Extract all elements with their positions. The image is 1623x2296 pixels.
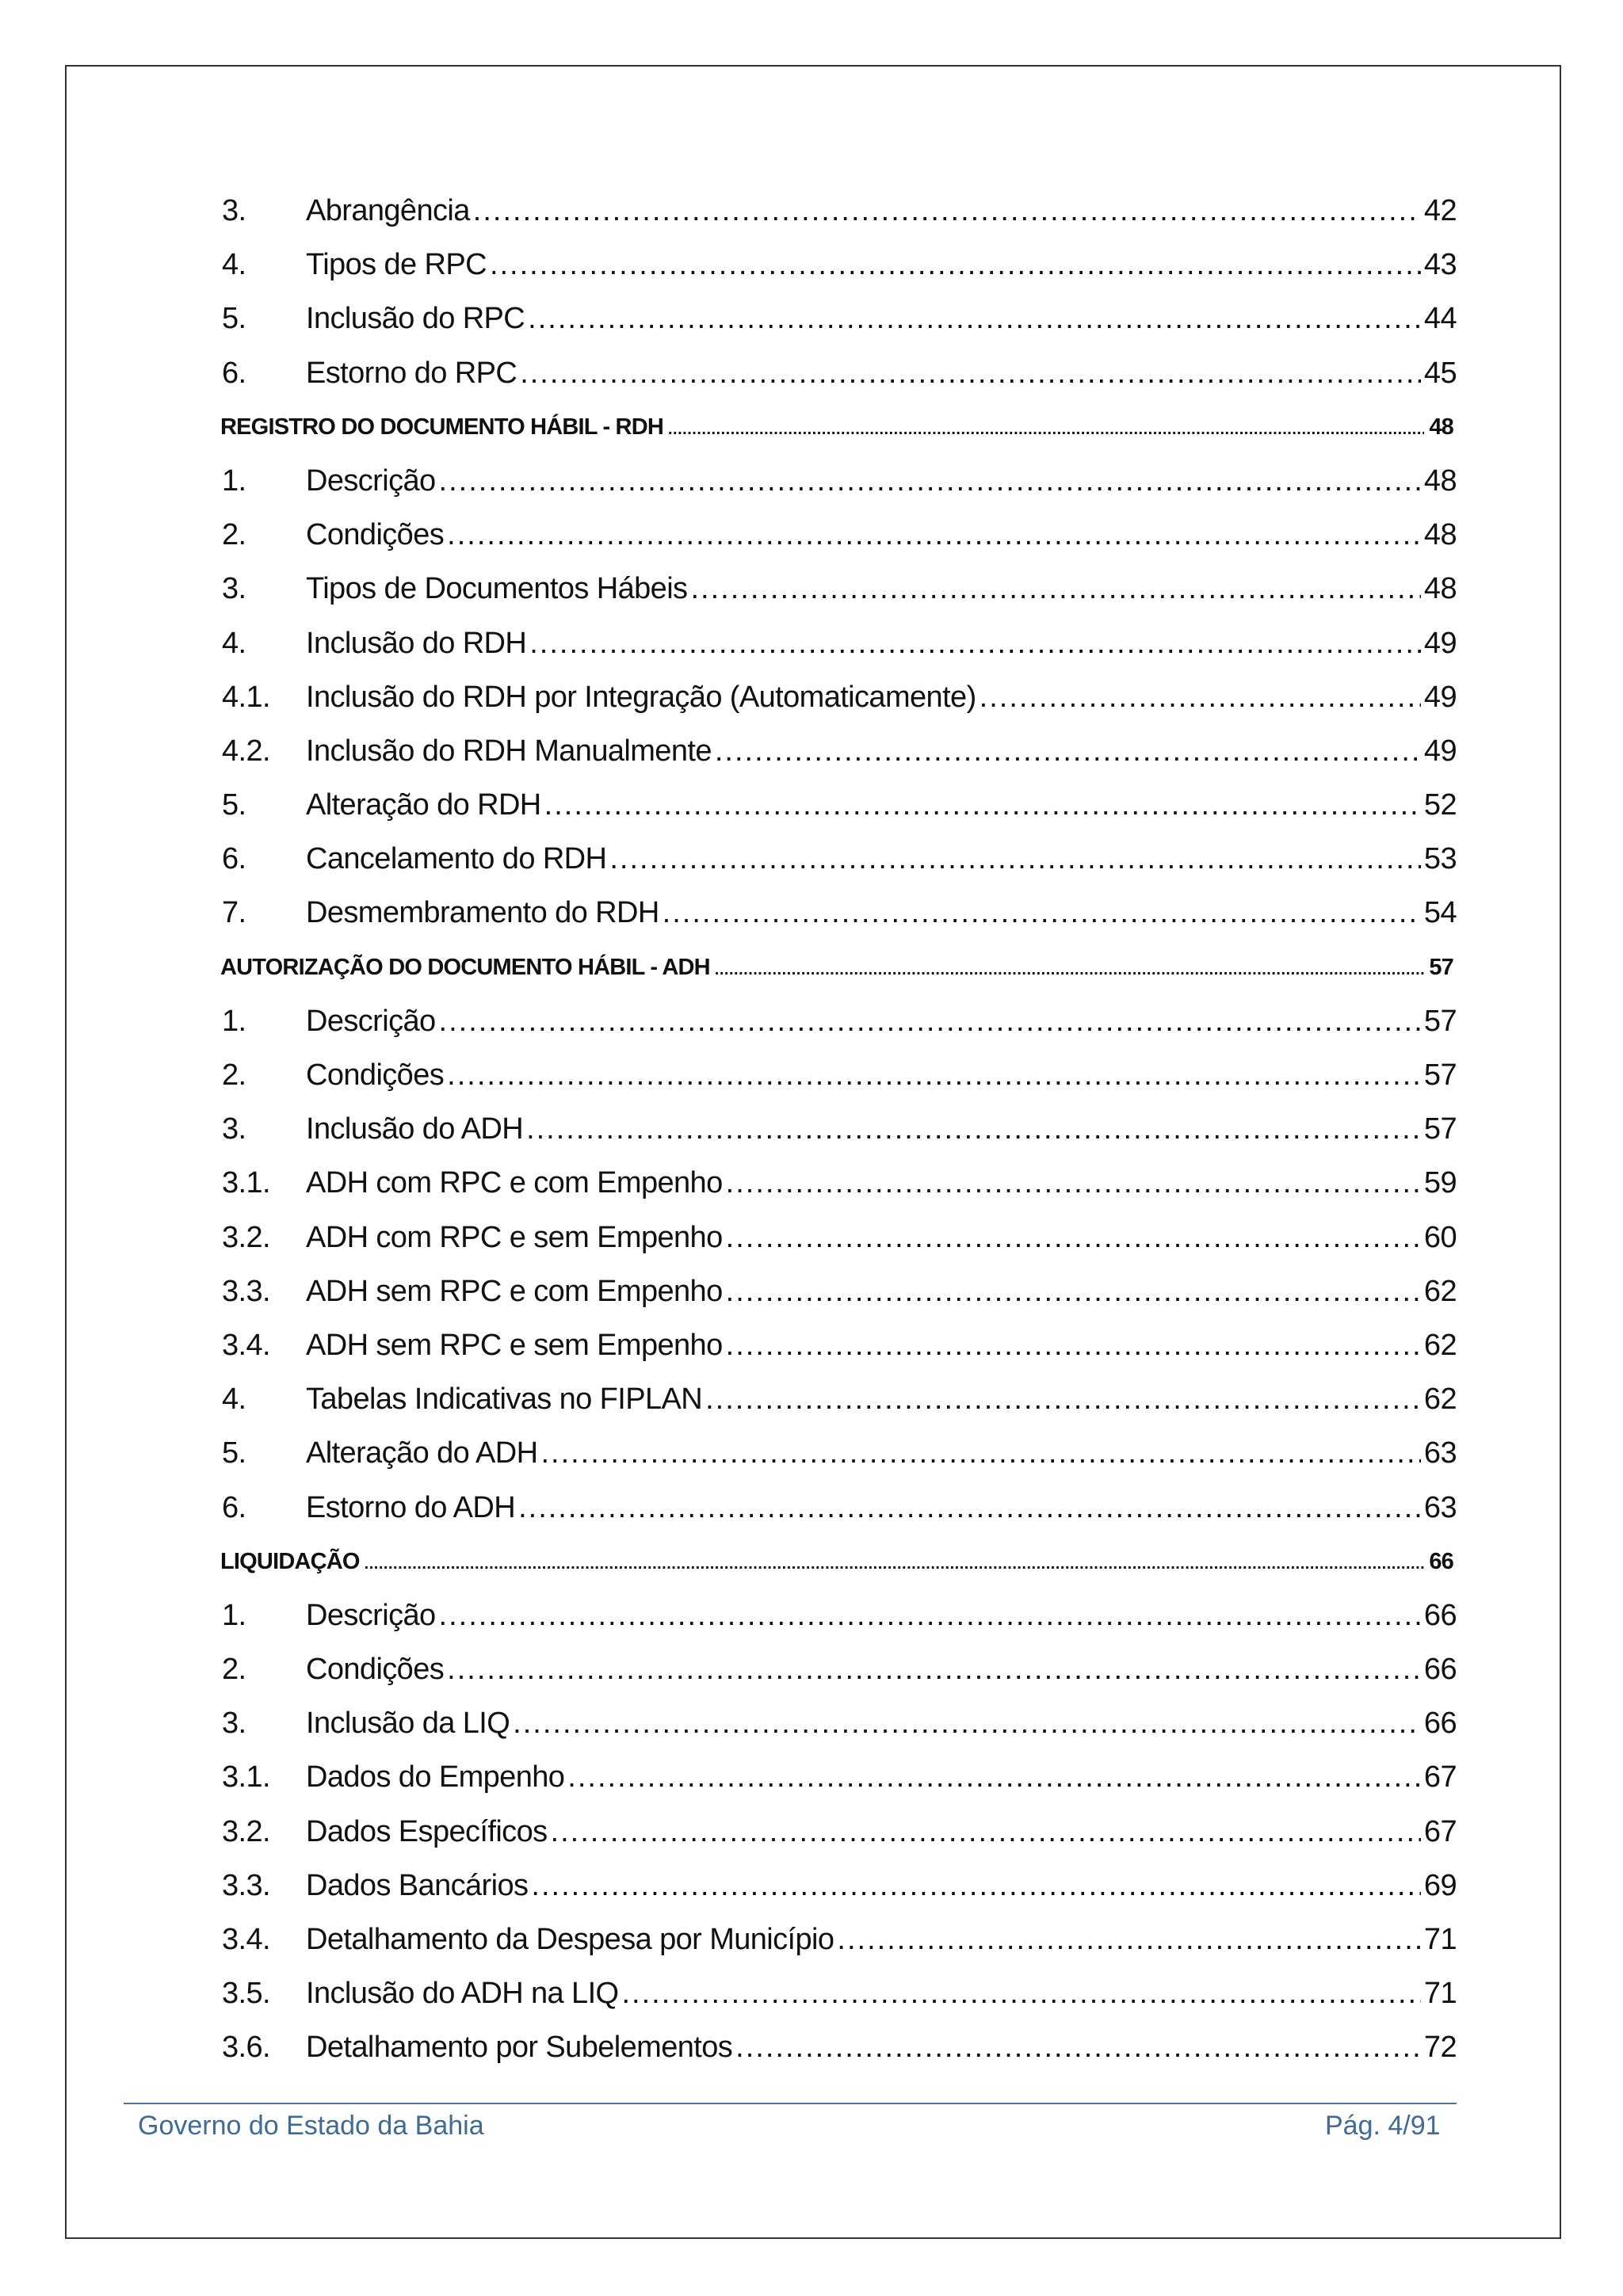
toc-page-number: 48 <box>1423 518 1457 552</box>
toc-dot-leader <box>439 1589 1421 1642</box>
toc-entry-title: Inclusão da LIQ <box>306 1707 510 1741</box>
toc-dot-leader <box>715 943 1425 997</box>
toc-entry-number: 2. <box>222 518 246 552</box>
toc-page-number: 60 <box>1423 1220 1457 1254</box>
toc-page-number: 49 <box>1423 626 1457 660</box>
toc-dot-leader <box>705 1372 1421 1426</box>
toc-page-number: 49 <box>1423 734 1457 768</box>
toc-dot-leader <box>520 346 1421 400</box>
toc-entry-number: 3.2. <box>222 1814 270 1848</box>
toc-entry[interactable] <box>222 2020 1457 2074</box>
toc-entry-number: 6. <box>222 356 246 390</box>
toc-entry-number: 3.3. <box>222 1274 270 1308</box>
toc-dot-leader <box>447 1642 1421 1696</box>
toc-entry-title: Inclusão do ADH <box>306 1112 524 1146</box>
toc-dot-leader <box>726 1211 1421 1264</box>
toc-page-number: 71 <box>1423 1977 1457 2011</box>
toc-dot-leader <box>518 1481 1421 1535</box>
toc-entry[interactable] <box>222 778 1457 832</box>
toc-entry-title: Descrição <box>306 463 436 498</box>
toc-dot-leader <box>490 238 1421 292</box>
toc-entry-title: Inclusão do RDH <box>306 626 527 660</box>
toc-entry-number: 3. <box>222 1707 246 1741</box>
toc-entry[interactable] <box>222 616 1457 670</box>
toc-chapter-heading[interactable] <box>220 400 1457 454</box>
toc-dot-leader <box>621 1966 1420 2020</box>
toc-entry-title: Descrição <box>306 1598 436 1632</box>
toc-entry-title: Tipos de Documentos Hábeis <box>306 572 688 606</box>
toc-entry-title: Alteração do RDH <box>306 788 541 822</box>
toc-dot-leader <box>609 832 1421 886</box>
toc-page-number: 57 <box>1429 954 1453 980</box>
toc-page-number: 62 <box>1423 1328 1457 1362</box>
toc-entry-number: 2. <box>222 1058 246 1092</box>
toc-page-number: 67 <box>1423 1814 1457 1848</box>
toc-entry[interactable] <box>222 1750 1457 1804</box>
toc-page-number: 49 <box>1423 680 1457 714</box>
toc-entry[interactable] <box>222 1264 1457 1318</box>
toc-dot-leader <box>531 1859 1421 1913</box>
toc-entry-title: Dados Bancários <box>306 1868 529 1902</box>
toc-entry-title: Dados do Empenho <box>306 1760 565 1794</box>
toc-entry-title: Condições <box>306 1058 445 1092</box>
toc-page-number: 48 <box>1423 572 1457 606</box>
toc-entry-number: 2. <box>222 1653 246 1687</box>
toc-page-number: 48 <box>1423 463 1457 498</box>
toc-page-number: 59 <box>1423 1166 1457 1200</box>
toc-entry[interactable] <box>222 1318 1457 1372</box>
toc-page-number: 71 <box>1423 1923 1457 1956</box>
toc-dot-leader <box>726 1156 1421 1210</box>
toc-chapter-heading[interactable] <box>220 940 1457 994</box>
toc-dot-leader <box>529 616 1421 670</box>
toc-dot-leader <box>439 994 1421 1048</box>
footer-organization: Governo do Estado da Bahia <box>138 2111 484 2141</box>
toc-page-number: 57 <box>1423 1004 1457 1038</box>
toc-entry[interactable] <box>222 1372 1457 1426</box>
toc-entry-number: 5. <box>222 302 246 336</box>
toc-entry-number: 6. <box>222 1490 246 1524</box>
toc-page-number: 72 <box>1423 2031 1457 2065</box>
toc-entry-number: 4.2. <box>222 734 270 768</box>
toc-entry-number: 3.6. <box>222 2031 270 2065</box>
toc-entry[interactable] <box>222 1966 1457 2020</box>
toc-entry[interactable] <box>222 886 1457 940</box>
toc-entry-title: ADH com RPC e com Empenho <box>306 1166 723 1200</box>
toc-entry[interactable] <box>222 1481 1457 1535</box>
toc-entry-title: Desmembramento do RDH <box>306 896 659 930</box>
toc-page-number: 54 <box>1423 896 1457 930</box>
toc-dot-leader <box>726 1318 1421 1372</box>
toc-entry[interactable] <box>222 832 1457 886</box>
toc-entry-title: Estorno do ADH <box>306 1490 516 1524</box>
toc-page-number: 43 <box>1423 248 1457 282</box>
toc-entry[interactable] <box>222 562 1457 616</box>
toc-entry[interactable] <box>222 670 1457 724</box>
toc-entry[interactable] <box>222 238 1457 292</box>
toc-dot-leader <box>473 184 1421 238</box>
toc-entry[interactable] <box>222 184 1457 238</box>
toc-chapter-title: REGISTRO DO DOCUMENTO HÁBIL - RDH <box>220 414 663 440</box>
toc-entry-title: Descrição <box>306 1004 436 1038</box>
toc-page-number: 63 <box>1423 1490 1457 1524</box>
toc-dot-leader <box>540 1426 1420 1480</box>
toc-entry[interactable] <box>222 454 1457 508</box>
toc-entry-number: 3.3. <box>222 1868 270 1902</box>
toc-page-number: 52 <box>1423 788 1457 822</box>
toc-entry[interactable] <box>222 1859 1457 1913</box>
toc-entry[interactable] <box>222 1642 1457 1696</box>
toc-entry-number: 3.4. <box>222 1328 270 1362</box>
toc-dot-leader <box>551 1805 1421 1859</box>
toc-dot-leader <box>528 292 1421 345</box>
toc-entry[interactable] <box>222 1426 1457 1480</box>
toc-entry-title: ADH com RPC e sem Empenho <box>306 1220 723 1254</box>
toc-page-number: 66 <box>1423 1653 1457 1687</box>
toc-entry-number: 1. <box>222 1598 246 1632</box>
toc-entry[interactable] <box>222 346 1457 400</box>
toc-entry-number: 7. <box>222 896 246 930</box>
toc-entry-number: 3. <box>222 194 246 227</box>
toc-page-number: 66 <box>1429 1548 1453 1574</box>
toc-entry-number: 3.4. <box>222 1923 270 1956</box>
toc-entry-number: 4. <box>222 1383 246 1417</box>
toc-entry[interactable] <box>222 724 1457 778</box>
toc-entry-title: ADH sem RPC e sem Empenho <box>306 1328 723 1362</box>
toc-dot-leader <box>513 1696 1421 1750</box>
toc-entry-title: Dados Específicos <box>306 1814 548 1848</box>
toc-dot-leader <box>526 1102 1421 1156</box>
toc-dot-leader <box>447 1048 1421 1102</box>
toc-entry-title: Cancelamento do RDH <box>306 842 607 876</box>
toc-entry[interactable] <box>222 1589 1457 1642</box>
toc-entry-title: Abrangência <box>306 194 470 227</box>
toc-page-number: 53 <box>1423 842 1457 876</box>
toc-page-number: 62 <box>1423 1383 1457 1417</box>
toc-entry-number: 3.2. <box>222 1220 270 1254</box>
toc-dot-leader <box>544 778 1421 832</box>
toc-entry[interactable] <box>222 508 1457 562</box>
toc-entry-title: Detalhamento da Despesa por Município <box>306 1923 834 1956</box>
toc-chapter-title: LIQUIDAÇÃO <box>220 1548 360 1574</box>
footer-divider <box>124 2103 1457 2104</box>
toc-entry[interactable] <box>222 1211 1457 1264</box>
toc-entry[interactable] <box>222 1156 1457 1210</box>
toc-page-number: 66 <box>1423 1707 1457 1741</box>
toc-entry-number: 5. <box>222 788 246 822</box>
toc-entry[interactable] <box>222 1805 1457 1859</box>
toc-entry-number: 3. <box>222 1112 246 1146</box>
toc-entry-title: Inclusão do RDH Manualmente <box>306 734 712 768</box>
table-of-contents <box>222 184 1457 2075</box>
toc-dot-leader <box>837 1913 1421 1966</box>
toc-entry-number: 1. <box>222 463 246 498</box>
toc-dot-leader <box>447 508 1421 562</box>
toc-page-number: 44 <box>1423 302 1457 336</box>
toc-entry[interactable] <box>222 292 1457 345</box>
toc-chapter-title: AUTORIZAÇÃO DO DOCUMENTO HÁBIL - ADH <box>220 954 710 980</box>
toc-entry-number: 4. <box>222 626 246 660</box>
toc-entry[interactable] <box>222 1048 1457 1102</box>
toc-entry-title: Condições <box>306 1653 445 1687</box>
toc-dot-leader <box>365 1537 1425 1591</box>
toc-entry-number: 3. <box>222 572 246 606</box>
toc-entry-number: 3.1. <box>222 1760 270 1794</box>
toc-page-number: 67 <box>1423 1760 1457 1794</box>
footer-page-number: Pág. 4/91 <box>1325 2111 1441 2141</box>
toc-entry-number: 4. <box>222 248 246 282</box>
toc-dot-leader <box>735 2020 1421 2074</box>
toc-dot-leader <box>439 454 1421 508</box>
toc-dot-leader <box>663 886 1421 940</box>
toc-entry-number: 4.1. <box>222 680 270 714</box>
toc-entry[interactable] <box>222 1913 1457 1966</box>
toc-dot-leader <box>567 1750 1421 1804</box>
toc-entry-title: Alteração do ADH <box>306 1436 538 1470</box>
toc-page-number: 42 <box>1423 194 1457 227</box>
toc-entry-title: Inclusão do ADH na LIQ <box>306 1977 619 2011</box>
toc-dot-leader <box>726 1264 1421 1318</box>
toc-entry-number: 6. <box>222 842 246 876</box>
toc-page-number: 57 <box>1423 1112 1457 1146</box>
toc-dot-leader <box>980 670 1421 724</box>
toc-page-number: 63 <box>1423 1436 1457 1470</box>
toc-entry-title: ADH sem RPC e com Empenho <box>306 1274 723 1308</box>
toc-entry-title: Tabelas Indicativas no FIPLAN <box>306 1383 703 1417</box>
toc-dot-leader <box>715 724 1421 778</box>
toc-entry-title: Estorno do RPC <box>306 356 517 390</box>
toc-entry-title: Detalhamento por Subelementos <box>306 2031 733 2065</box>
toc-entry-number: 1. <box>222 1004 246 1038</box>
toc-page-number: 69 <box>1423 1868 1457 1902</box>
toc-entry-number: 5. <box>222 1436 246 1470</box>
toc-page-number: 57 <box>1423 1058 1457 1092</box>
toc-page-number: 45 <box>1423 356 1457 390</box>
toc-entry[interactable] <box>222 1102 1457 1156</box>
toc-page-number: 66 <box>1423 1598 1457 1632</box>
toc-entry[interactable] <box>222 1696 1457 1750</box>
toc-dot-leader <box>668 402 1424 456</box>
toc-entry-title: Tipos de RPC <box>306 248 487 282</box>
toc-entry[interactable] <box>222 994 1457 1048</box>
toc-page-number: 48 <box>1429 414 1453 440</box>
toc-entry-title: Inclusão do RDH por Integração (Automaticamente) <box>306 680 976 714</box>
toc-entry-number: 3.5. <box>222 1977 270 2011</box>
toc-entry-title: Inclusão do RPC <box>306 302 525 336</box>
toc-page-number: 62 <box>1423 1274 1457 1308</box>
toc-entry-title: Condições <box>306 518 445 552</box>
toc-dot-leader <box>690 562 1420 616</box>
toc-chapter-heading[interactable] <box>220 1535 1457 1589</box>
toc-entry-number: 3.1. <box>222 1166 270 1200</box>
